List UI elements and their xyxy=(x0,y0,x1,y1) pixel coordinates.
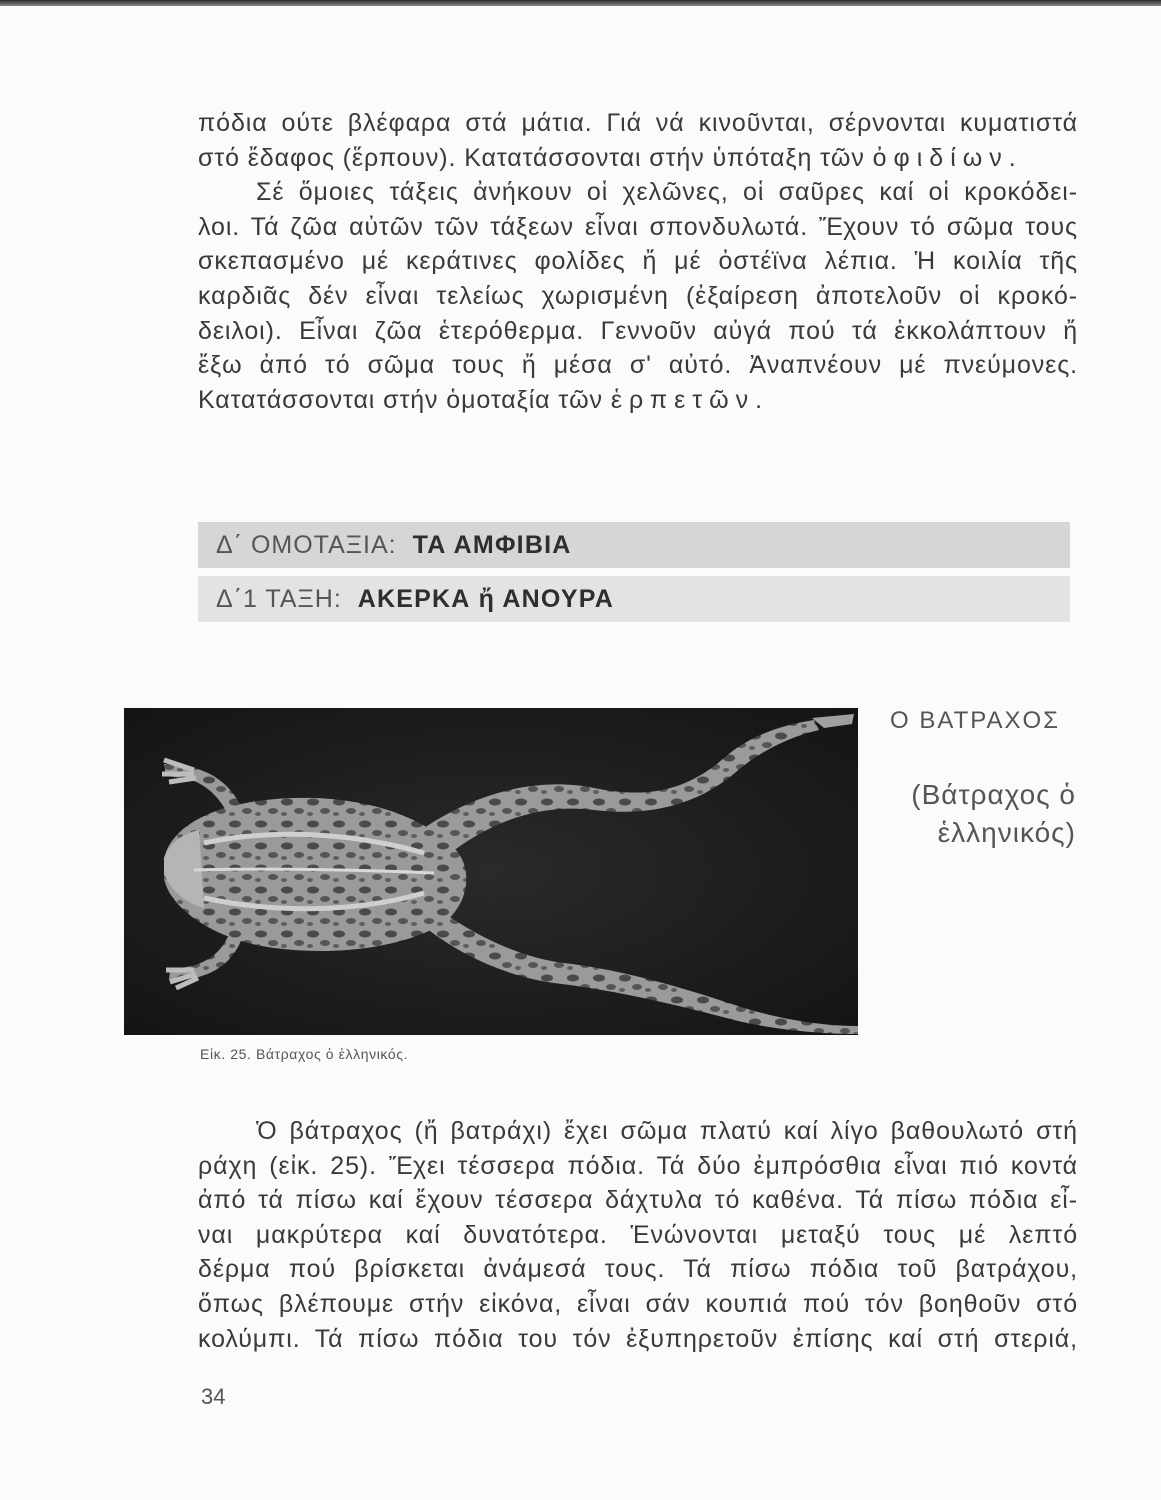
text-line: ἔξω ἀπό τό σῶμα τους ἤ μέσα σ' αὐτό. Ἀναπνέουν μέ πνεύμονες. xyxy=(198,351,1078,380)
spaced-term: ἑρπετῶν. xyxy=(610,385,770,414)
figure-caption: Εἰκ. 25. Βάτραχος ὁ ἑλληνικός. xyxy=(200,1046,409,1062)
bottom-paragraph xyxy=(198,1114,1078,1356)
banner-prefix: Δ΄ ΟΜΟΤΑΞΙΑ: xyxy=(216,530,397,559)
banner-title: ΤΑ ΑΜΦΙΒΙΑ xyxy=(412,530,572,559)
text-line: σκεπασμένο μέ κεράτινες φολίδες ἤ μέ ὀστέϊνα λέπια. Ἡ κοιλία τῆς xyxy=(198,247,1078,276)
text-line: πόδια ούτε βλέφαρα στά μάτια. Γιά νά κινοῦνται, σέρνονται κυματιστά xyxy=(198,109,1078,137)
text-line: λοι. Τά ζῶα αὐτῶν τῶν τάξεων εἶναι σπονδυλωτά. Ἔχουν τό σῶμα τους xyxy=(198,212,1078,241)
spaced-term: ὀφιδίων. xyxy=(872,143,1023,172)
text-line: Κατατάσσονται στήν ὁμοταξία τῶν ἑρπετῶν. xyxy=(198,385,770,414)
frog-photo xyxy=(124,708,858,1035)
section-title: Ο ΒΑΤΡΑΧΟΣ xyxy=(890,707,1060,734)
page-number: 34 xyxy=(201,1384,226,1409)
text-line: δέρμα πού βρίσκεται ἀνάμεσά τους. Τά πίσω πόδια τοῦ βατράχου, xyxy=(198,1255,1078,1284)
banner-prefix: Δ΄1 ΤΑΞΗ: xyxy=(216,584,342,613)
text-line: στό ἔδαφος (ἕρπουν). Κατατάσσονται στήν ὑπόταξη τῶν ὀφιδίων. xyxy=(198,143,1023,172)
text-line: Σέ ὅμοιες τάξεις ἀνήκουν οἱ χελῶνες, οἱ σαῦρες καί οἱ κροκόδει- xyxy=(256,178,1078,207)
class-banner xyxy=(198,522,1070,568)
text-line: κολύμπι. Τά πίσω πόδια του τόν ἐξυπηρετοῦν ἐπίσης καί στή στεριά, xyxy=(198,1324,1078,1353)
text-line: ὅπως βλέπουμε στήν εἰκόνα, εἶναι σάν κουπιά πού τόν βοηθοῦν στό xyxy=(198,1289,1078,1318)
species-line: ἑλληνικός) xyxy=(937,817,1076,848)
species-name xyxy=(884,776,1076,852)
banner-title: ΑΚΕΡΚΑ ἤ ΑΝΟΥΡΑ xyxy=(357,584,614,613)
frog-illustration xyxy=(124,708,858,1035)
top-paragraph xyxy=(198,106,1078,417)
text-line: ράχη (εἰκ. 25). Ἔχει τέσσερα πόδια. Τά δύο ἐμπρόσθια εἶναι πιό κοντά xyxy=(198,1151,1078,1180)
scan-top-edge xyxy=(0,0,1161,6)
text-line: δειλοι). Εἶναι ζῶα ἑτερόθερμα. Γεννοῦν αὐγά πού τά ἐκκολάπτουν ἤ xyxy=(198,316,1078,345)
text-line: καρδιᾶς δέν εἶναι τελείως χωρισμένη (ἐξαίρεση ἀποτελοῦν οἱ κροκό- xyxy=(198,281,1078,310)
species-line: (Βάτραχος ὁ xyxy=(911,779,1076,810)
order-banner xyxy=(198,576,1070,622)
text-line: ἀπό τά πίσω καί ἔχουν τέσσερα δάχτυλα τό καθένα. Τά πίσω πόδια εἶ- xyxy=(198,1186,1078,1215)
text-line: Ὁ βάτραχος (ἤ βατράχι) ἔχει σῶμα πλατύ καί λίγο βαθουλωτό στή xyxy=(256,1117,1078,1145)
text-line: ναι μακρύτερα καί δυνατότερα. Ἑνώνονται μεταξύ τους μέ λεπτό xyxy=(198,1220,1078,1249)
